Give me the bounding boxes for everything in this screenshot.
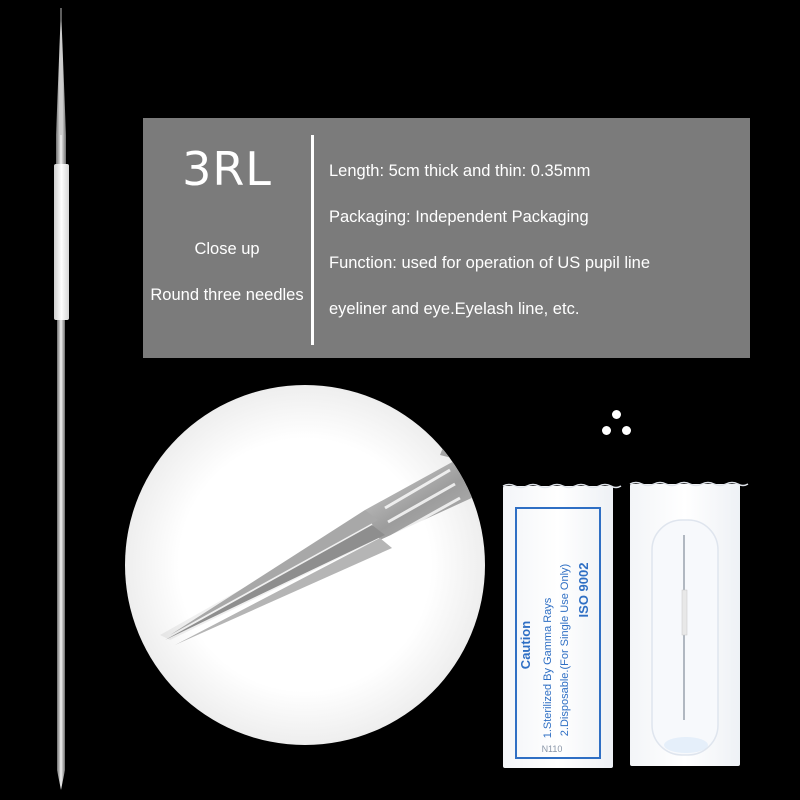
package-iso: ISO 9002 bbox=[576, 562, 591, 618]
three-dots-icon bbox=[598, 410, 638, 440]
product-code: 3RL bbox=[182, 142, 272, 196]
panel-divider bbox=[311, 135, 314, 345]
package-code: N110 bbox=[541, 744, 563, 754]
needle-type-label: Round three needles bbox=[150, 286, 304, 304]
spec-function-cont: eyeliner and eye.Eyelash line, etc. bbox=[329, 300, 580, 318]
package-line1: 1.Sterilized By Gamma Rays bbox=[542, 597, 554, 739]
package-line2: 2.Disposable.(For Single Use Only) bbox=[559, 563, 571, 737]
spec-length: Length: 5cm thick and thin: 0.35mm bbox=[329, 162, 591, 180]
needle-vertical bbox=[54, 8, 69, 790]
package-labelled bbox=[503, 485, 621, 769]
spec-function: Function: used for operation of US pupil line bbox=[329, 254, 651, 272]
spec-packaging: Packaging: Independent Packaging bbox=[329, 208, 589, 226]
view-label: Close up bbox=[194, 240, 260, 258]
closeup-circle bbox=[125, 380, 520, 745]
package-caution: Caution bbox=[518, 620, 533, 670]
package-clear bbox=[630, 483, 748, 767]
